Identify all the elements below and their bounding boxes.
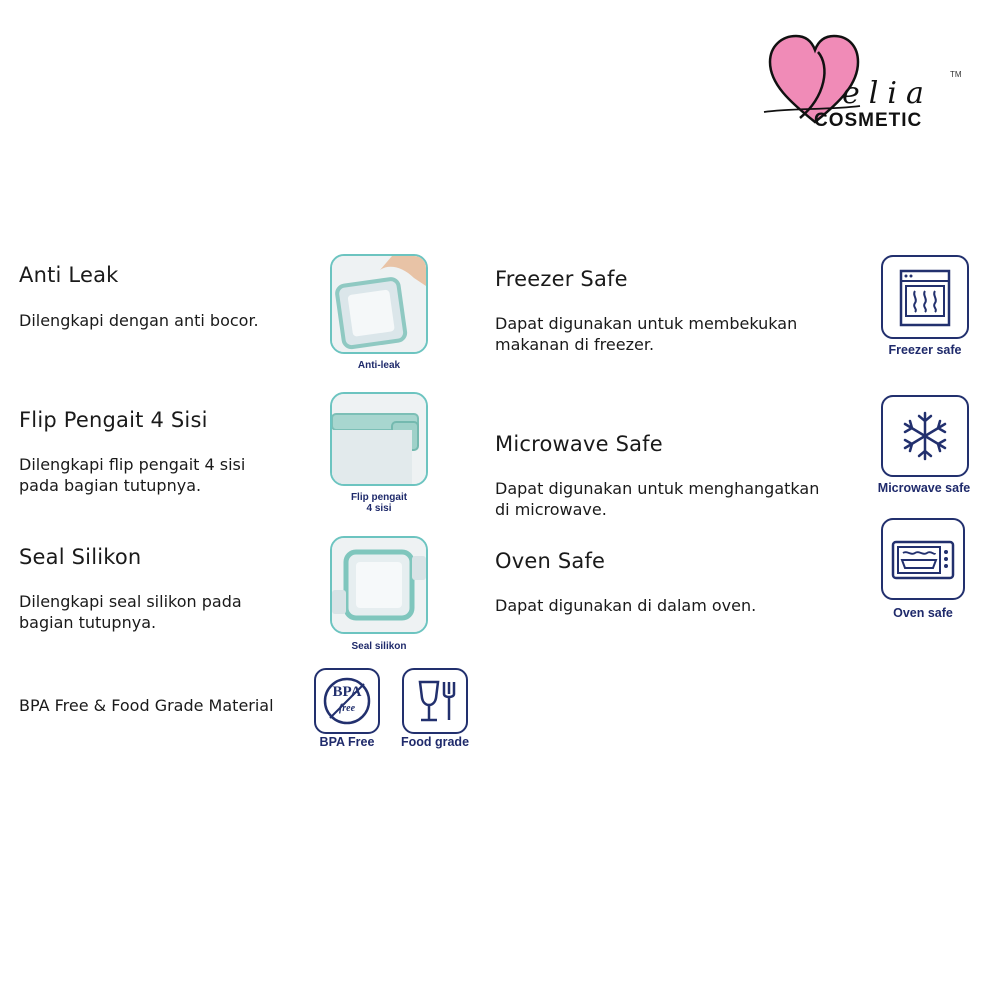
feature-title: Seal Silikon: [19, 545, 142, 569]
food-grade-badge: [402, 668, 468, 734]
feature-title: Flip Pengait 4 Sisi: [19, 408, 208, 432]
silicone-seal-icon: [332, 538, 426, 632]
brand-logo: [760, 26, 970, 136]
feature-title: Anti Leak: [19, 263, 119, 287]
oven-caption: Oven safe: [893, 606, 953, 620]
feature-desc: Dilengkapi flip pengait 4 sisi pada bagian tutupnya.: [19, 455, 246, 495]
lid-clip-icon: [332, 394, 426, 484]
food-grade-caption: Food grade: [400, 735, 470, 749]
feature-desc: Dapat digunakan di dalam oven.: [495, 596, 757, 615]
microwave-caption: Microwave safe: [877, 481, 971, 495]
feature-title: Oven Safe: [495, 549, 606, 573]
bpa-free-icon: [316, 670, 378, 732]
oven-badge: [881, 518, 965, 600]
glass-fork-icon: [404, 670, 466, 732]
bpa-badge: [314, 668, 380, 734]
brand-trademark: TM: [950, 70, 962, 79]
feature-desc: Dilengkapi dengan anti bocor.: [19, 311, 259, 330]
microwave-badge: [881, 395, 969, 477]
bpa-badge-sub: free: [338, 703, 356, 714]
brand-name: elia: [842, 76, 933, 111]
bpa-caption: BPA Free: [319, 735, 375, 749]
freezer-caption: Freezer safe: [888, 343, 962, 357]
brand-sub: COSMETIC: [814, 110, 923, 131]
oven-icon: [883, 520, 963, 598]
feature-desc: Dapat digunakan untuk membekukan makanan di freezer.: [495, 314, 798, 354]
seal-silikon-caption: Seal silikon: [351, 641, 407, 652]
bpa-badge-main: BPA: [332, 684, 362, 700]
feature-desc: Dilengkapi seal silikon pada bagian tutupnya.: [19, 592, 242, 632]
anti-leak-caption: Anti-leak: [357, 360, 401, 371]
flip-pengait-photo: [330, 392, 428, 486]
feature-title: Freezer Safe: [495, 267, 628, 291]
feature-desc: Dapat digunakan untuk menghangatkan di microwave.: [495, 479, 820, 519]
freezer-badge: [881, 255, 969, 339]
bpa-label: BPA Free & Food Grade Material: [19, 696, 274, 715]
container-lid-icon: [332, 256, 426, 352]
seal-silikon-photo: [330, 536, 428, 634]
anti-leak-photo: [330, 254, 428, 354]
feature-title: Microwave Safe: [495, 432, 663, 456]
flip-pengait-caption: Flip pengait 4 sisi: [350, 492, 408, 514]
freezer-icon: [883, 257, 967, 337]
snowflake-icon: [883, 397, 967, 475]
